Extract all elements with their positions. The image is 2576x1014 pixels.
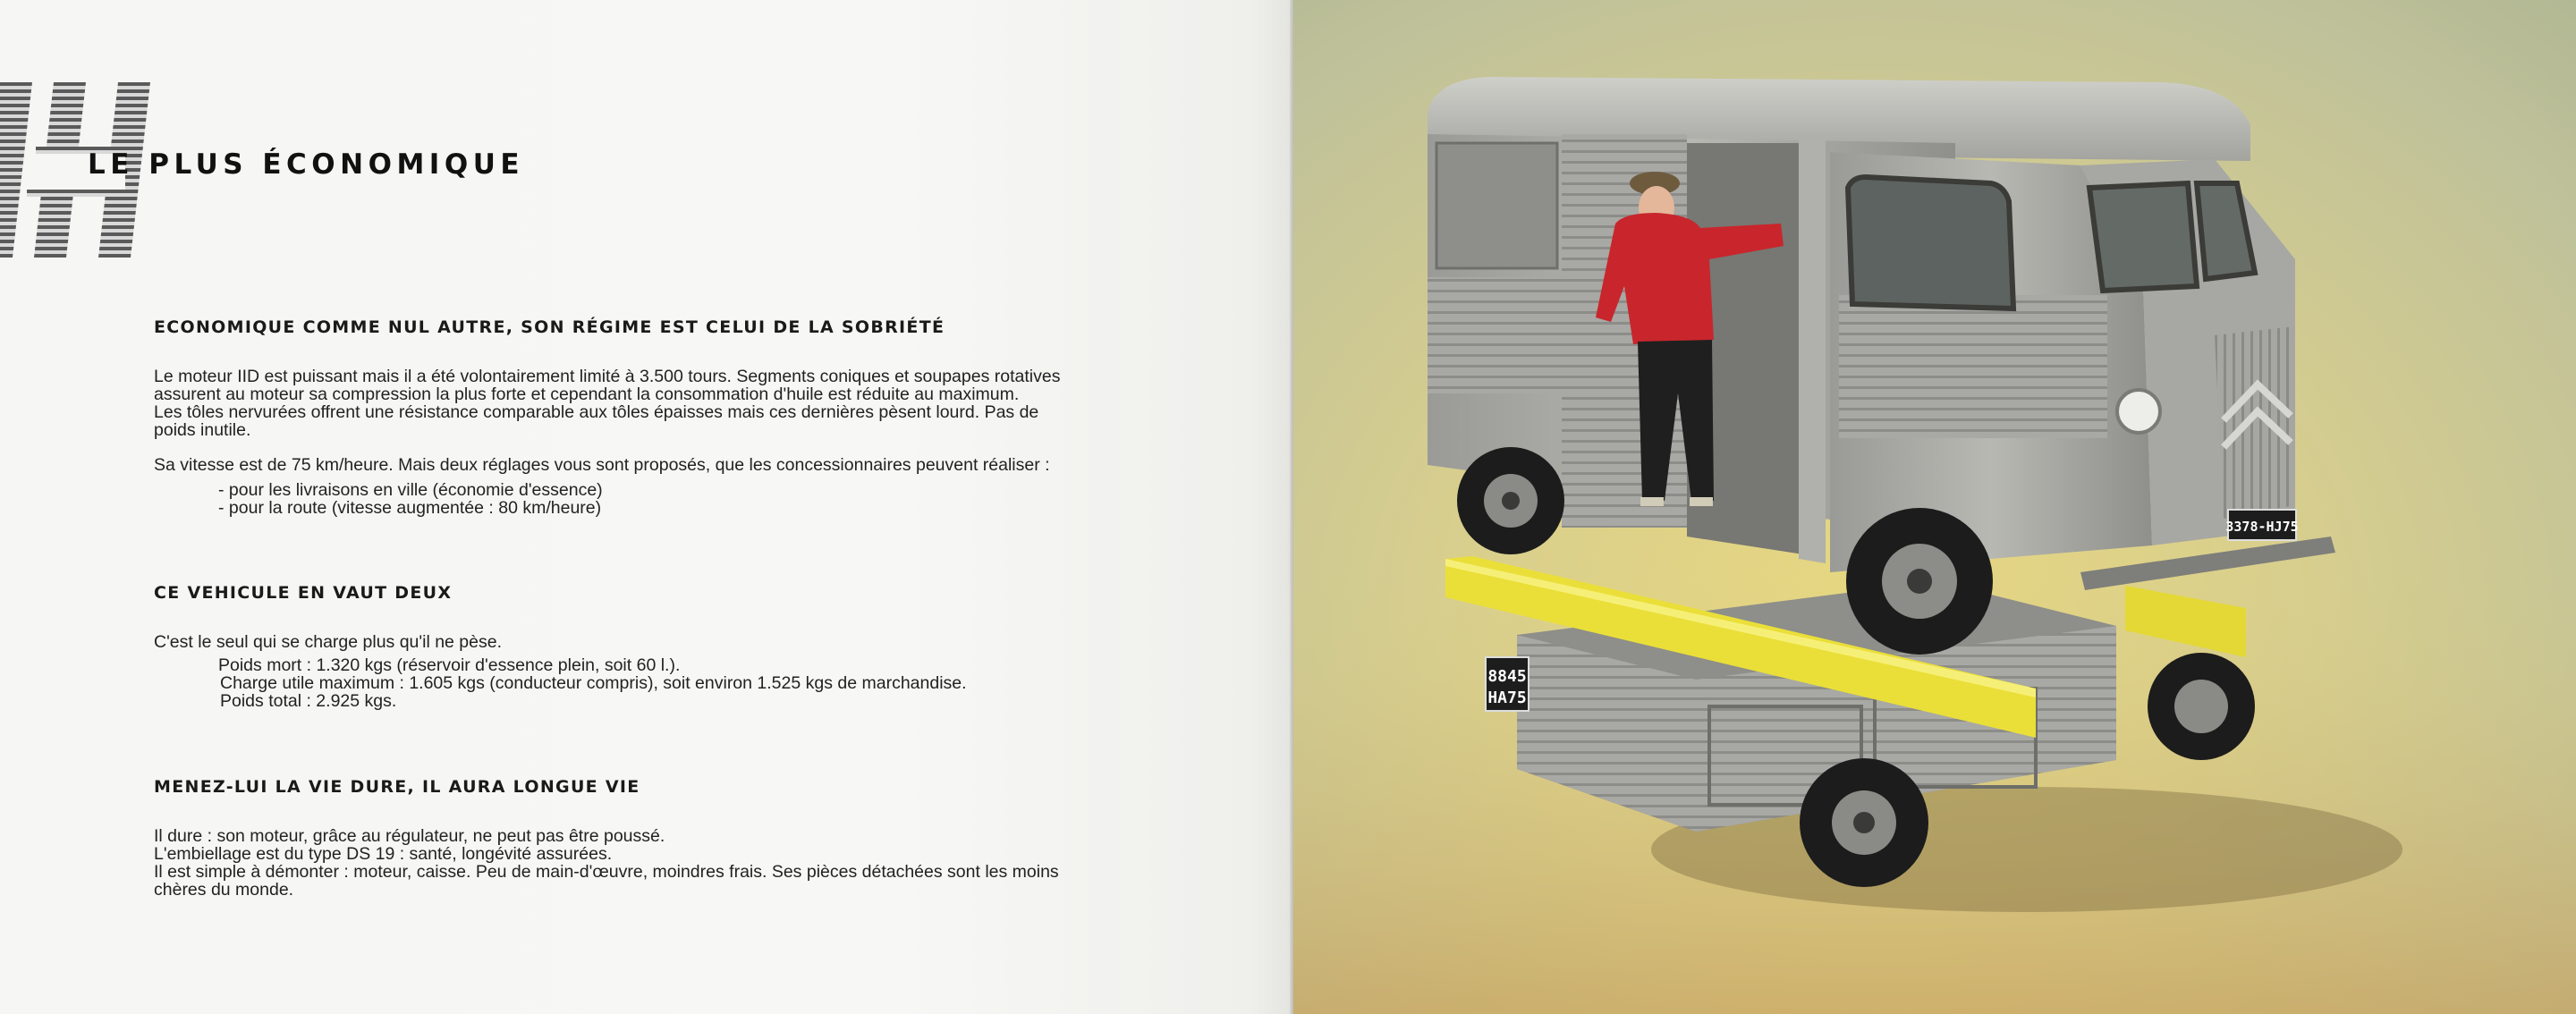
rear-plate-line1: 8845 [1487, 667, 1527, 686]
list-item: - pour les livraisons en ville (économie d'essence) [218, 480, 603, 500]
paragraph-weights [154, 633, 1152, 710]
paragraph-line: Sa vitesse est de 75 km/heure. Mais deux réglages vous sont proposés, que les concessionnaires peuvent réaliser : [154, 455, 1050, 475]
paragraph-durability [154, 827, 1152, 899]
paragraph-line: Le moteur IID est puissant mais il a été volontairement limité à 3.500 tours. Segments coniques et soupapes rotatives [154, 367, 1061, 386]
section-heading-economy: ECONOMIQUE COMME NUL AUTRE, SON RÉGIME EST CELUI DE LA SOBRIÉTÉ [154, 317, 945, 337]
page-title: LE PLUS ÉCONOMIQUE [88, 148, 525, 181]
section-heading-payload: CE VEHICULE EN VAUT DEUX [154, 583, 453, 603]
paragraph-line: Il est simple à démonter : moteur, caisse. Peu de main-d'œuvre, moindres frais. Ses pièces détachées sont les moins [154, 862, 1059, 882]
paragraph-speed [154, 456, 1152, 517]
paragraph-line: Les tôles nervurées offrent une résistance comparable aux tôles épaisses mais ces dernières pèsent lourd. Pas de [154, 402, 1039, 422]
list-item: Poids mort : 1.320 kgs (réservoir d'essence plein, soit 60 l.). [218, 655, 681, 675]
paragraph-line: chères du monde. [154, 880, 294, 900]
front-plate: 3378-HJ75 [2225, 519, 2299, 535]
paragraph-engine [154, 368, 1152, 439]
paragraph-line: poids inutile. [154, 420, 251, 440]
rear-plate-line2: HA75 [1487, 689, 1527, 707]
van-photo [1293, 0, 2576, 1014]
list-item: Charge utile maximum : 1.605 kgs (conducteur compris), soit environ 1.525 kgs de marchandise. [220, 673, 967, 693]
list-item: - pour la route (vitesse augmentée : 80 km/heure) [218, 498, 602, 518]
paragraph-line: L'embiellage est du type DS 19 : santé, longévité assurées. [154, 844, 613, 864]
list-item: Poids total : 2.925 kgs. [220, 691, 397, 711]
photo-page [1293, 0, 2576, 1014]
paragraph-line: assurent au moteur sa compression la plus forte et cependant la consommation d'huile est réduite au maximum. [154, 384, 1020, 404]
section-heading-durability: MENEZ-LUI LA VIE DURE, IL AURA LONGUE VIE [154, 777, 640, 797]
paragraph-line: C'est le seul qui se charge plus qu'il ne pèse. [154, 632, 503, 652]
paragraph-line: Il dure : son moteur, grâce au régulateur, ne peut pas être poussé. [154, 826, 665, 846]
